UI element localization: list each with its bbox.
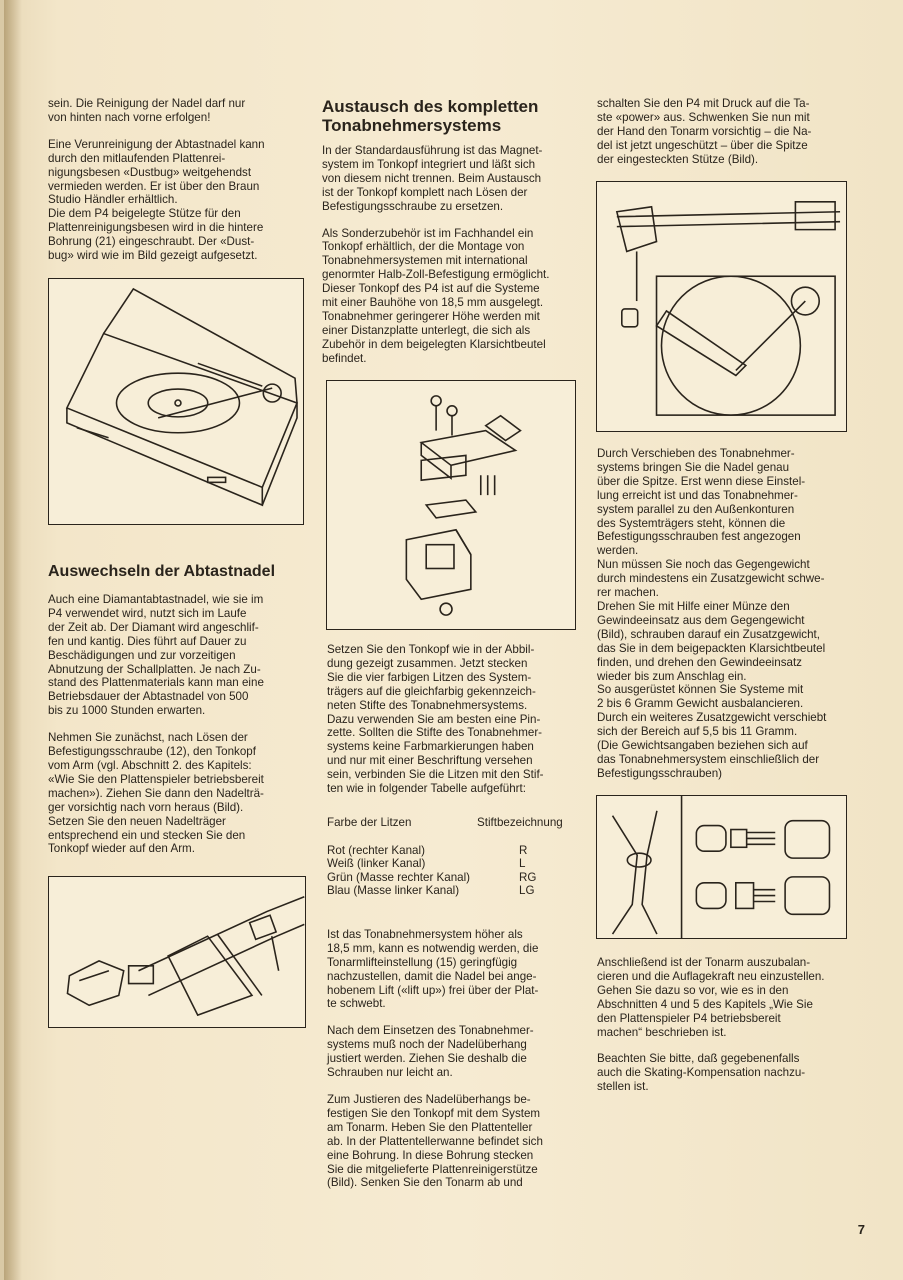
paragraph-remove-carrier: Nehmen Sie zunächst, nach Lösen der Befestigungsschraube (12), den Tonkopf vom Arm (vgl. Abschnitt 2. des Kapitels: «Wie Sie den Plattenspieler betriebsbereit machen»). Ziehen Sie dann den Nadelträ- ger vorsichtig nach vorn heraus (Bild). Setzen Sie den neuen Nadelträger entsprechend ein und stecken Sie den Tonkopf wieder auf den Arm. <box>48 731 264 856</box>
figure-counterweight <box>596 795 847 939</box>
heading-needle-replacement: Auswechseln der Abtastnadel <box>48 563 276 580</box>
figure-needle-carrier <box>48 876 306 1028</box>
counterweight-illustration <box>597 796 846 938</box>
paragraph-special-accessory: Als Sonderzubehör ist im Fachhandel ein Tonkopf erhältlich, der die Montage von Tonabnehmersystemen mit international genormter Halb-Zoll-Befestigung ermöglicht. Dieser Tonkopf des P4 ist auf die Systeme mit einer Bauhöhe von 18,5 mm ausgelegt. Tonabnehmer geringerer Höhe werden mit einer Distanzplatte unterlegt, die sich als Zubehör in dem beigelegten Klarsichtbeutel befindet. <box>322 226 550 365</box>
column-left-lower <box>48 562 310 869</box>
manual-page <box>4 0 903 1280</box>
table-row <box>327 857 577 871</box>
figure-turntable-dustbug <box>48 278 304 525</box>
figure-headshell-assembly <box>326 380 576 630</box>
column-middle-lower <box>327 643 577 1190</box>
paragraph-lift-adjustment: Ist das Tonabnehmersystem höher als 18,5 mm, kann es notwendig werden, die Tonarmlifteinstellung (15) geringfügig nachzustellen, damit die Nadel bei ange- hobenem Lift («lift up») frei über der Plat- te schwebt. <box>327 927 539 1011</box>
column-middle <box>322 97 578 379</box>
column-right <box>597 97 857 180</box>
paragraph-skating: Beachten Sie bitte, daß gegebenenfalls auch die Skating-Kompensation nachzu- stellen ist. <box>597 1052 806 1094</box>
paragraph-overhang: Nach dem Einsetzen des Tonabnehmer- systems muß noch der Nadelüberhang justiert werden. Ziehen Sie deshalb die Schrauben nur leicht an. <box>327 1024 534 1080</box>
needle-carrier-illustration <box>49 877 305 1027</box>
table-header-pin: Stiftbezeichnung <box>477 815 563 829</box>
paragraph-counterweight: Durch Verschieben des Tonabnehmer- systems bringen Sie die Nadel genau über die Spitze. Erst wenn diese Einstel- lung erreicht ist und das Tonabnehmer- system parallel zu den Außenkonturen des Systemträgers steht, können die Befestigungsschrauben fest angezogen werden. Nun müssen Sie noch das Gegengewicht durch mindestens ein Zusatzgewicht schwe- rer machen. Drehen Sie mit Hilfe einer Münze den Gewindeeinsatz aus dem Gegengewicht (Bild), schrauben darauf ein Zusatzgewicht, das Sie in dem beigepackten Klarsichtbeutel finden, und drehen den Gewindeeinsatz wieder bis zum Anschlag ein. So ausgerüstet können Sie Systeme mit 2 bis 6 Gramm Gewicht ausbalancieren. Durch ein weiteres Zusatzgewicht verschiebt sich der Bereich auf 5,5 bis 11 Gramm. (Die Gewichtsangaben beziehen sich auf das Tonabnehmersystem einschließlich der Befestigungsschrauben) <box>597 447 827 780</box>
table-cell-color: Rot (rechter Kanal) <box>327 843 425 857</box>
page-fold-shadow <box>4 0 22 1280</box>
table-cell-color: Grün (Masse rechter Kanal) <box>327 870 471 884</box>
paragraph-needle-cleaning: sein. Die Reinigung der Nadel darf nur von hinten nach vorne erfolgen! <box>48 97 246 124</box>
column-left <box>48 97 308 276</box>
table-cell-pin: RG <box>519 870 537 884</box>
paragraph-dustbug: Eine Verunreinigung der Abtastnadel kann durch den mitlaufenden Plattenrei- nigungsbesen «Dustbug» weitgehendst vermieden werden. Er ist über den Braun Studio Händler erhältlich. Die dem P4 beigelegte Stütze für den Plattenreinigungsbesen wird in die hintere Bohrung (21) eingeschraubt. Der «Dust- bug» wird wie im Bild gezeigt aufgesetzt. <box>48 137 265 263</box>
column-right-middle <box>597 447 857 794</box>
tonearm-overhang-illustration <box>597 182 846 431</box>
headshell-exploded-illustration <box>327 381 575 629</box>
table-cell-color: Weiß (linker Kanal) <box>327 857 426 871</box>
paragraph-power-off: schalten Sie den P4 mit Druck auf die Ta- ste «power» aus. Schwenken Sie nun mit der Hand den Tonarm vorsichtig – die Na- del ist jetzt ungeschützt – über die Spitze der eingesteckten Stütze (Bild). <box>597 97 812 166</box>
table-cell-pin: LG <box>519 884 535 898</box>
figure-tonearm-overhang <box>596 181 847 432</box>
table-header-row <box>327 816 577 844</box>
wire-color-table <box>327 816 577 898</box>
paragraph-assemble-headshell: Setzen Sie den Tonkopf wie in der Abbil- dung gezeigt zusammen. Jetzt stecken Sie die vier farbigen Litzen des System- trägers auf die gleichfarbig gekennzeich- neten Stifte des Tonabnehmersystems. Dazu verwenden Sie am besten eine Pin- zette. Sollten die Stifte des Tonabnehmer- systems keine Farbmarkierungen haben und nur mit einer Beschriftung versehen sein, verbinden Sie die Litzen mit den Stif- ten wie in folgender Tabelle aufgeführt: <box>327 643 544 796</box>
paragraph-balance-tonearm: Anschließend ist der Tonarm auszubalan- cieren und die Auflagekraft neu einzustellen. Gehen Sie dazu so vor, wie es in den Abschnitten 4 und 5 des Kapitels „Wie Sie den Plattenspieler P4 betriebsbereit machen“ beschrieben ist. <box>597 956 825 1039</box>
heading-cartridge-replacement: Austausch des kompletten Tonabnehmersystems <box>322 97 539 135</box>
table-row <box>327 844 577 858</box>
table-header-color: Farbe der Litzen <box>327 815 412 829</box>
table-row <box>327 871 577 885</box>
paragraph-overhang-adjust: Zum Justieren des Nadelüberhangs be- festigen Sie den Tonkopf mit dem System am Tonarm. Heben Sie den Plattenteller ab. In der Plattentellerwanne befindet sich eine Bohrung. In diese Bohrung stecken Sie die mitgelieferte Plattenreinigerstütze (Bild). Senken Sie den Tonarm ab und <box>327 1093 543 1190</box>
column-right-lower <box>597 956 857 1094</box>
table-cell-pin: L <box>519 857 526 871</box>
paragraph-standard-version: In der Standardausführung ist das Magnet- system im Tonkopf integriert und läßt sich von diesem nicht trennen. Beim Austausch ist der Tonkopf komplett nach Lösen der Befestigungsschraube zu ersetzen. <box>322 144 543 213</box>
turntable-illustration <box>49 279 303 524</box>
paragraph-diamond-wear: Auch eine Diamantabtastnadel, wie sie im P4 verwendet wird, nutzt sich im Laufe der Zeit ab. Der Diamant wird angeschlif- fen und kantig. Dies führt auf Dauer zu Beschädigungen und zur vorzeitigen Abnutzung der Schallplatten. Je nach Zu- stand des Plattenmaterials kann man eine Betriebsdauer der Abtastnadel von 500 bis zu 1000 Stunden erwarten. <box>48 593 264 718</box>
table-cell-color: Blau (Masse linker Kanal) <box>327 884 460 898</box>
page-number: 7 <box>857 1222 865 1237</box>
table-row <box>327 884 577 898</box>
table-cell-pin: R <box>519 843 528 857</box>
